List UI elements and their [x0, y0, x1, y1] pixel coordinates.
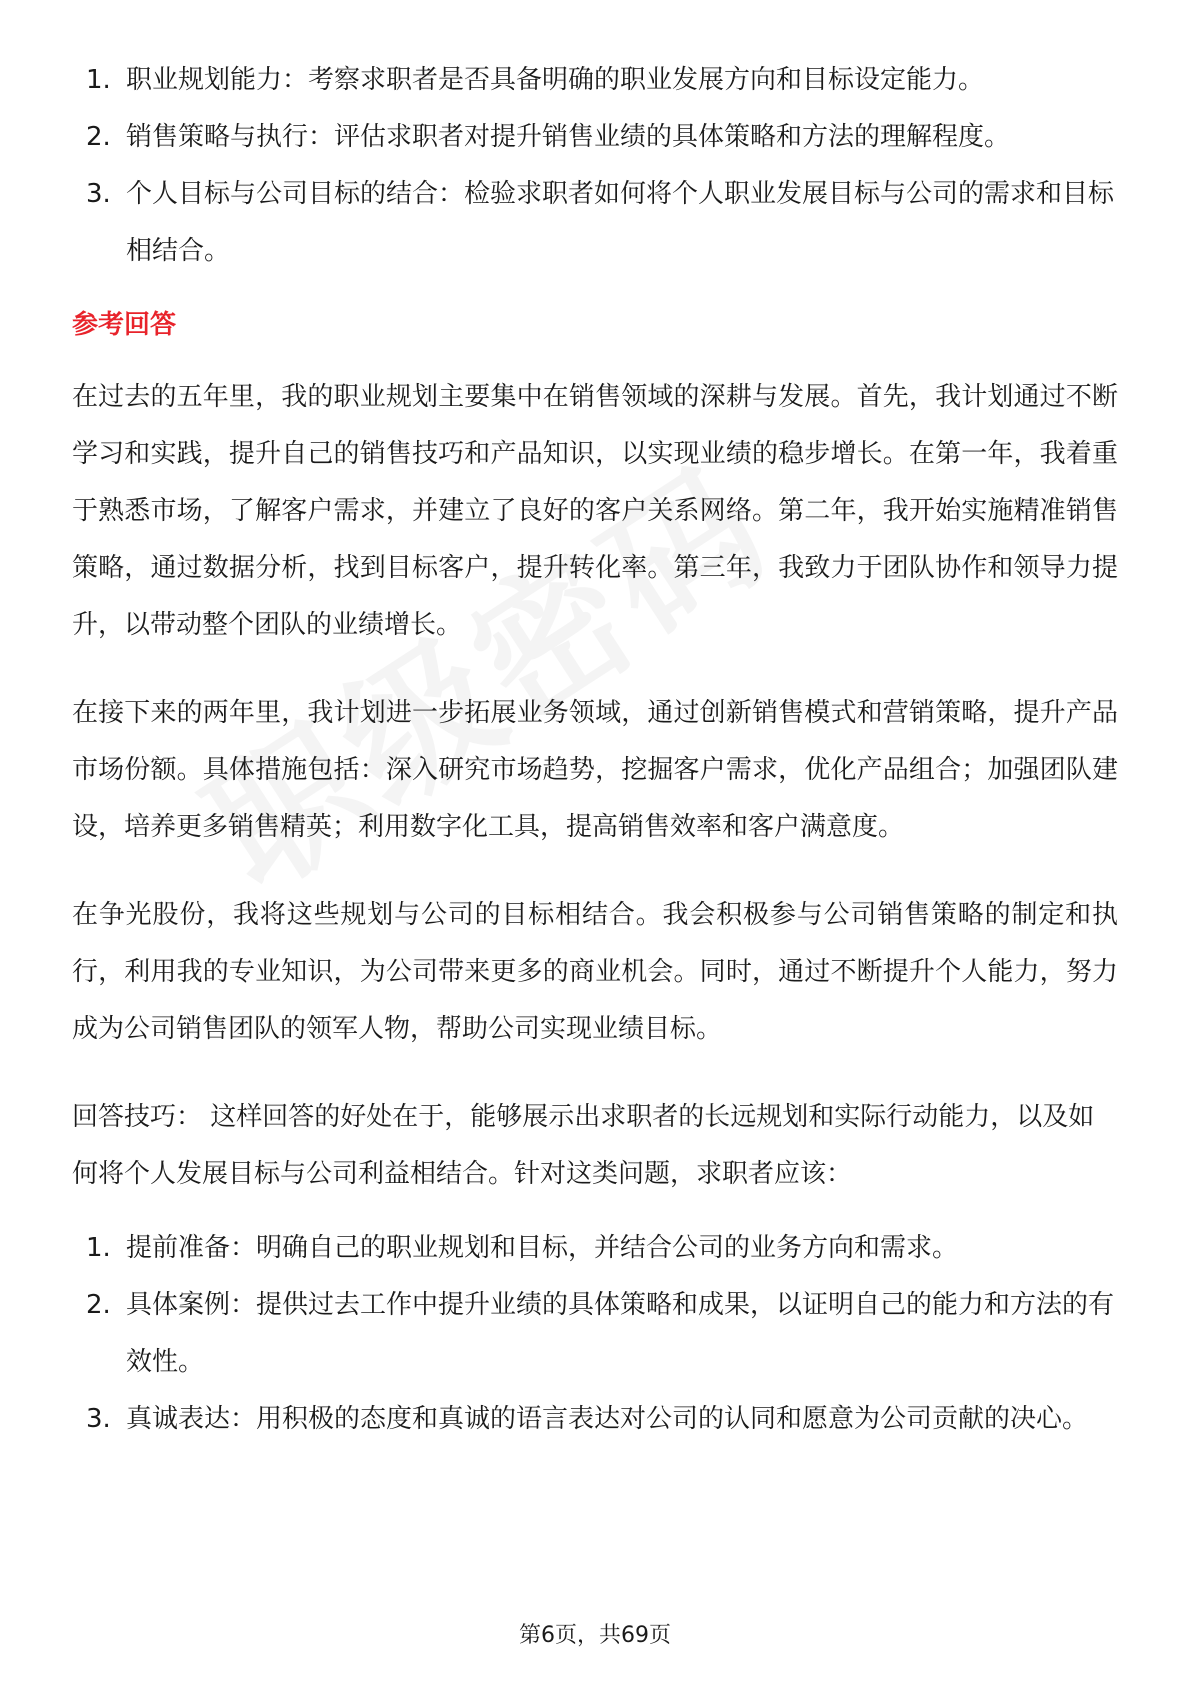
list-item-number: 2.: [86, 122, 111, 152]
list-item-text: 真诚表达：用积极的态度和真诚的语言表达对公司的认同和愿意为公司贡献的决心。: [126, 1404, 1089, 1434]
list-item-number: 3.: [86, 179, 111, 209]
list-item: [72, 1220, 1118, 1277]
list-item: [72, 52, 1118, 109]
list-item-text: 销售策略与执行：评估求职者对提升销售业绩的具体策略和方法的理解程度。: [126, 122, 1011, 152]
list-item-number: 3.: [86, 1404, 111, 1434]
answer-paragraph: 在争光股份，我将这些规划与公司的目标相结合。我会积极参与公司销售策略的制定和执行，利用我的专业知识，为公司带来更多的商业机会。同时，通过不断提升个人能力，努力成为公司销售团队的领军人物，帮助公司实现业绩目标。: [72, 900, 1118, 1044]
tips-list: [72, 1220, 1118, 1448]
list-item-text: 提前准备：明确自己的职业规划和目标，并结合公司的业务方向和需求。: [126, 1233, 959, 1263]
list-item: [72, 109, 1118, 166]
answer-paragraph: 在接下来的两年里，我计划进一步拓展业务领域，通过创新销售模式和营销策略，提升产品市场份额。具体措施包括：深入研究市场趋势，挖掘客户需求，优化产品组合；加强团队建设，培养更多销售精英；利用数字化工具，提高销售效率和客户满意度。: [72, 698, 1118, 842]
list-item-number: 2.: [86, 1290, 111, 1320]
list-item-number: 1.: [86, 1233, 111, 1263]
page-number-footer: 第6页，共69页: [519, 1623, 671, 1648]
list-item-text: 具体案例：提供过去工作中提升业绩的具体策略和成果，以证明自己的能力和方法的有效性。: [126, 1290, 1115, 1377]
reference-answer-heading: 参考回答: [72, 310, 177, 340]
answer-paragraph: 在过去的五年里，我的职业规划主要集中在销售领域的深耕与发展。首先，我计划通过不断学习和实践，提升自己的销售技巧和产品知识，以实现业绩的稳步增长。在第一年，我着重于熟悉市场，了解客户需求，并建立了良好的客户关系网络。第二年，我开始实施精准销售策略，通过数据分析，找到目标客户，提升转化率。第三年，我致力于团队协作和领导力提升，以带动整个团队的业绩增长。: [72, 382, 1118, 640]
list-item-text: 职业规划能力：考察求职者是否具备明确的职业发展方向和目标设定能力。: [126, 65, 985, 95]
list-item: [72, 166, 1118, 280]
list-item: [72, 1277, 1118, 1391]
list-item: [72, 1391, 1118, 1448]
page-content: [72, 52, 1118, 1448]
criteria-list: [72, 52, 1118, 280]
tips-intro: 回答技巧： 这样回答的好处在于，能够展示出求职者的长远规划和实际行动能力，以及如何将个人发展目标与公司利益相结合。针对这类问题，求职者应该：: [72, 1102, 1095, 1189]
list-item-number: 1.: [86, 65, 111, 95]
list-item-text: 个人目标与公司目标的结合：检验求职者如何将个人职业发展目标与公司的需求和目标相结合。: [126, 179, 1115, 266]
